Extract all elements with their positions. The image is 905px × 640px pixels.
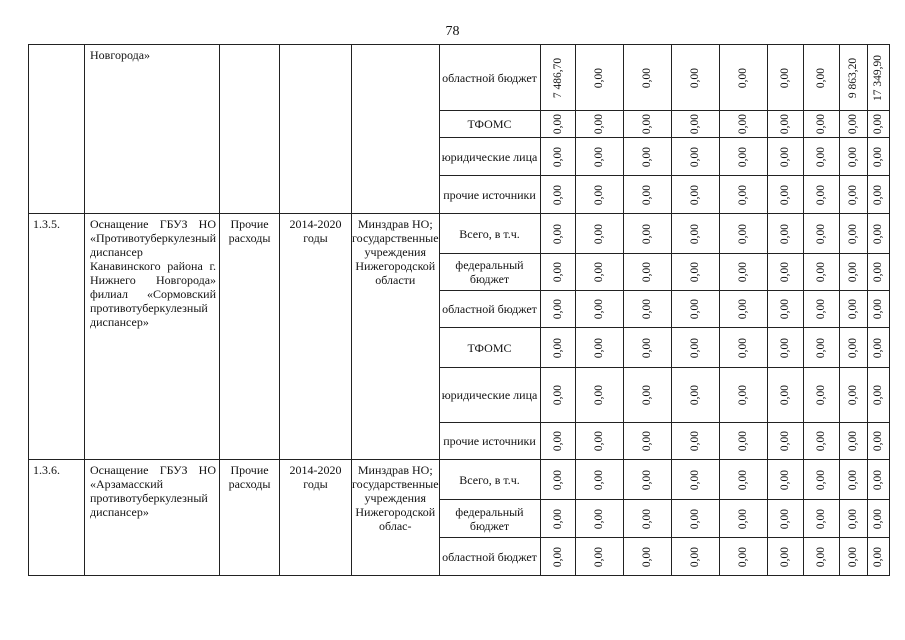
value-text: 0,00 (815, 384, 828, 406)
value-text: 0,00 (737, 223, 750, 244)
value-cell (575, 138, 623, 176)
value-cell (719, 111, 767, 138)
value-text: 0,00 (779, 146, 792, 167)
value-cell (719, 460, 767, 500)
value-text: 0,00 (593, 113, 606, 135)
value-text: 9 863,20 (847, 57, 860, 98)
value-cell (867, 111, 889, 138)
value-text: 0,00 (689, 146, 702, 167)
value-text: 0,00 (551, 146, 564, 167)
value-text: 0,00 (593, 337, 606, 358)
value-text: 0,00 (641, 508, 654, 529)
value-cell (575, 368, 623, 423)
funding-source: юридические лица (439, 138, 540, 176)
value-text: 0,00 (737, 146, 750, 167)
value-text: 0,00 (847, 298, 860, 320)
value-text: 0,00 (779, 298, 792, 320)
value-text: 0,00 (815, 298, 828, 320)
value-text: 0,00 (689, 546, 702, 567)
value-text: 0,00 (779, 384, 792, 406)
item-name: Оснащение ГБУЗ НО «Арзамасский противотуберкулезный диспансер» (85, 460, 220, 576)
value-cell (540, 538, 575, 576)
value-text: 0,00 (551, 184, 564, 205)
value-text: 0,00 (872, 223, 885, 244)
value-text: 0,00 (847, 184, 860, 205)
value-cell (803, 176, 839, 214)
value-cell (575, 538, 623, 576)
value-cell (839, 138, 867, 176)
value-cell (767, 460, 803, 500)
value-cell (540, 176, 575, 214)
value-cell (867, 500, 889, 538)
value-cell (767, 538, 803, 576)
value-cell (671, 111, 719, 138)
value-cell (867, 214, 889, 254)
value-text: 0,00 (815, 430, 828, 452)
executor: Минздрав НО; государственные учреждения Нижегородской облас- (352, 460, 439, 576)
value-text: 0,00 (847, 508, 860, 529)
value-text: 0,00 (779, 337, 792, 358)
item-number (29, 45, 85, 214)
value-cell (719, 328, 767, 368)
value-text: 0,00 (815, 508, 828, 529)
value-cell (540, 291, 575, 328)
value-cell (719, 500, 767, 538)
value-cell (803, 111, 839, 138)
value-text: 0,00 (737, 546, 750, 567)
value-cell (671, 500, 719, 538)
value-cell (623, 214, 671, 254)
value-text: 0,00 (689, 430, 702, 452)
value-cell (575, 254, 623, 291)
value-cell (839, 538, 867, 576)
value-cell (767, 500, 803, 538)
value-cell (671, 291, 719, 328)
value-cell (803, 500, 839, 538)
value-text: 0,00 (847, 146, 860, 167)
value-text: 0,00 (551, 430, 564, 452)
value-text: 0,00 (641, 146, 654, 167)
funding-source: областной бюджет (439, 45, 540, 111)
value-text: 0,00 (593, 184, 606, 205)
period (280, 45, 352, 214)
value-text: 0,00 (847, 223, 860, 244)
value-cell (575, 111, 623, 138)
value-cell (867, 138, 889, 176)
value-text: 0,00 (641, 298, 654, 320)
value-cell (803, 538, 839, 576)
value-cell (671, 214, 719, 254)
period: 2014-2020 годы (280, 214, 352, 460)
funding-source: прочие источники (439, 423, 540, 460)
value-text: 0,00 (779, 261, 792, 283)
item-name: Новгорода» (85, 45, 220, 214)
value-cell (867, 460, 889, 500)
value-text: 0,00 (847, 546, 860, 567)
value-cell (839, 328, 867, 368)
value-cell (540, 254, 575, 291)
value-text: 0,00 (815, 113, 828, 135)
budget-table (28, 44, 890, 576)
value-cell (839, 111, 867, 138)
value-cell (540, 138, 575, 176)
value-cell (575, 328, 623, 368)
value-text: 0,00 (593, 261, 606, 283)
value-cell (540, 368, 575, 423)
value-text: 17 349,90 (872, 54, 885, 101)
value-text: 0,00 (551, 113, 564, 135)
value-cell (719, 138, 767, 176)
value-text: 7 486,70 (551, 57, 564, 98)
value-cell (803, 423, 839, 460)
item-number: 1.3.5. (29, 214, 85, 460)
value-text: 0,00 (593, 146, 606, 167)
period: 2014-2020 годы (280, 460, 352, 576)
value-text: 0,00 (779, 546, 792, 567)
page-number: 78 (445, 24, 460, 39)
value-cell (623, 538, 671, 576)
value-cell (767, 111, 803, 138)
value-text: 0,00 (551, 337, 564, 358)
value-text: 0,00 (689, 261, 702, 283)
value-text: 0,00 (641, 67, 654, 88)
value-text: 0,00 (737, 508, 750, 529)
value-cell (803, 45, 839, 111)
value-cell (719, 538, 767, 576)
value-cell (623, 460, 671, 500)
value-cell (839, 214, 867, 254)
item-name: Оснащение ГБУЗ НО «Противотуберкулезный диспансер Канавинского района г. Нижнего Новгорода» филиал «Сормовский противотуберкулезный диспансер» (85, 214, 220, 460)
value-cell (839, 176, 867, 214)
table-row (29, 45, 890, 111)
value-cell (540, 328, 575, 368)
value-text: 0,00 (872, 261, 885, 283)
value-text: 0,00 (641, 469, 654, 490)
value-cell (671, 254, 719, 291)
expense-type: Прочие расходы (220, 214, 280, 460)
value-cell (767, 45, 803, 111)
table-row (29, 460, 890, 500)
expense-type: Прочие расходы (220, 460, 280, 576)
value-text: 0,00 (872, 113, 885, 135)
value-text: 0,00 (737, 261, 750, 283)
value-cell (803, 254, 839, 291)
value-cell (767, 328, 803, 368)
value-cell (839, 45, 867, 111)
value-cell (540, 460, 575, 500)
value-cell (767, 214, 803, 254)
value-cell (671, 460, 719, 500)
value-text: 0,00 (872, 298, 885, 320)
value-cell (623, 45, 671, 111)
value-cell (575, 291, 623, 328)
value-text: 0,00 (737, 298, 750, 320)
value-cell (867, 328, 889, 368)
value-text: 0,00 (641, 337, 654, 358)
funding-source: ТФОМС (439, 328, 540, 368)
value-cell (867, 254, 889, 291)
value-text: 0,00 (641, 113, 654, 135)
value-cell (719, 254, 767, 291)
value-cell (540, 45, 575, 111)
value-cell (719, 45, 767, 111)
value-cell (623, 176, 671, 214)
value-cell (839, 460, 867, 500)
executor: Минздрав НО; государственные учреждения Нижегородской области (352, 214, 439, 460)
value-text: 0,00 (641, 546, 654, 567)
value-text: 0,00 (593, 223, 606, 244)
value-text: 0,00 (641, 430, 654, 452)
value-text: 0,00 (593, 384, 606, 406)
value-text: 0,00 (779, 469, 792, 490)
value-text: 0,00 (815, 146, 828, 167)
value-cell (803, 460, 839, 500)
value-cell (803, 291, 839, 328)
expense-type (220, 45, 280, 214)
value-cell (803, 368, 839, 423)
value-text: 0,00 (593, 298, 606, 320)
value-text: 0,00 (737, 67, 750, 88)
value-text: 0,00 (689, 469, 702, 490)
value-cell (671, 138, 719, 176)
value-text: 0,00 (593, 430, 606, 452)
value-text: 0,00 (872, 184, 885, 205)
value-text: 0,00 (847, 430, 860, 452)
value-text: 0,00 (641, 384, 654, 406)
funding-source: Всего, в т.ч. (439, 214, 540, 254)
funding-source: юридические лица (439, 368, 540, 423)
value-cell (623, 291, 671, 328)
value-text: 0,00 (847, 469, 860, 490)
value-text: 0,00 (689, 67, 702, 88)
value-text: 0,00 (689, 298, 702, 320)
funding-source: областной бюджет (439, 291, 540, 328)
funding-source: федеральный бюджет (439, 500, 540, 538)
value-cell (839, 368, 867, 423)
value-cell (839, 291, 867, 328)
value-text: 0,00 (551, 508, 564, 529)
value-cell (623, 138, 671, 176)
value-text: 0,00 (872, 146, 885, 167)
value-text: 0,00 (737, 469, 750, 490)
value-cell (767, 176, 803, 214)
value-cell (671, 423, 719, 460)
value-text: 0,00 (779, 113, 792, 135)
value-text: 0,00 (815, 546, 828, 567)
value-cell (575, 500, 623, 538)
value-text: 0,00 (779, 223, 792, 244)
value-text: 0,00 (641, 261, 654, 283)
value-cell (623, 423, 671, 460)
value-text: 0,00 (779, 508, 792, 529)
value-cell (867, 368, 889, 423)
value-cell (719, 176, 767, 214)
value-text: 0,00 (815, 469, 828, 490)
value-text: 0,00 (847, 337, 860, 358)
value-cell (719, 368, 767, 423)
value-cell (623, 368, 671, 423)
value-cell (867, 45, 889, 111)
value-text: 0,00 (779, 67, 792, 88)
value-text: 0,00 (815, 184, 828, 205)
value-cell (575, 176, 623, 214)
value-text: 0,00 (593, 67, 606, 88)
value-cell (623, 328, 671, 368)
value-text: 0,00 (551, 261, 564, 283)
value-text: 0,00 (872, 384, 885, 406)
value-cell (839, 254, 867, 291)
value-cell (540, 111, 575, 138)
value-text: 0,00 (551, 384, 564, 406)
value-text: 0,00 (593, 469, 606, 490)
value-cell (671, 45, 719, 111)
value-text: 0,00 (689, 337, 702, 358)
value-cell (623, 254, 671, 291)
value-cell (575, 45, 623, 111)
value-cell (623, 500, 671, 538)
value-cell (767, 291, 803, 328)
value-text: 0,00 (551, 469, 564, 490)
value-cell (839, 423, 867, 460)
value-cell (867, 423, 889, 460)
value-cell (867, 176, 889, 214)
value-cell (671, 328, 719, 368)
value-text: 0,00 (872, 469, 885, 490)
value-text: 0,00 (815, 337, 828, 358)
value-cell (803, 138, 839, 176)
item-number: 1.3.6. (29, 460, 85, 576)
value-text: 0,00 (689, 223, 702, 244)
executor (352, 45, 439, 214)
value-cell (623, 111, 671, 138)
value-cell (767, 138, 803, 176)
value-text: 0,00 (872, 430, 885, 452)
value-text: 0,00 (641, 184, 654, 205)
value-text: 0,00 (847, 261, 860, 283)
value-text: 0,00 (779, 184, 792, 205)
value-cell (575, 423, 623, 460)
value-text: 0,00 (689, 113, 702, 135)
value-text: 0,00 (815, 67, 828, 88)
funding-source: ТФОМС (439, 111, 540, 138)
value-cell (867, 291, 889, 328)
value-text: 0,00 (593, 508, 606, 529)
value-text: 0,00 (872, 508, 885, 529)
value-cell (803, 328, 839, 368)
value-text: 0,00 (872, 546, 885, 567)
value-cell (767, 423, 803, 460)
funding-source: областной бюджет (439, 538, 540, 576)
value-cell (867, 538, 889, 576)
value-cell (575, 460, 623, 500)
value-cell (671, 368, 719, 423)
value-text: 0,00 (689, 384, 702, 406)
value-text: 0,00 (737, 384, 750, 406)
value-cell (767, 368, 803, 423)
value-text: 0,00 (593, 546, 606, 567)
value-cell (719, 423, 767, 460)
value-text: 0,00 (737, 430, 750, 452)
value-cell (719, 291, 767, 328)
value-text: 0,00 (689, 508, 702, 529)
value-text: 0,00 (737, 337, 750, 358)
value-text: 0,00 (815, 223, 828, 244)
value-text: 0,00 (551, 223, 564, 244)
value-cell (575, 214, 623, 254)
funding-source: Всего, в т.ч. (439, 460, 540, 500)
funding-source: прочие источники (439, 176, 540, 214)
value-text: 0,00 (551, 298, 564, 320)
value-cell (540, 500, 575, 538)
value-text: 0,00 (689, 184, 702, 205)
table-row (29, 214, 890, 254)
value-text: 0,00 (737, 184, 750, 205)
value-cell (719, 214, 767, 254)
value-cell (839, 500, 867, 538)
value-cell (540, 423, 575, 460)
value-text: 0,00 (551, 546, 564, 567)
value-text: 0,00 (847, 113, 860, 135)
value-cell (767, 254, 803, 291)
value-cell (671, 176, 719, 214)
value-cell (671, 538, 719, 576)
value-cell (540, 214, 575, 254)
value-cell (803, 214, 839, 254)
value-text: 0,00 (872, 337, 885, 358)
value-text: 0,00 (779, 430, 792, 452)
value-text: 0,00 (847, 384, 860, 406)
funding-source: федеральный бюджет (439, 254, 540, 291)
value-text: 0,00 (737, 113, 750, 135)
value-text: 0,00 (641, 223, 654, 244)
value-text: 0,00 (815, 261, 828, 283)
